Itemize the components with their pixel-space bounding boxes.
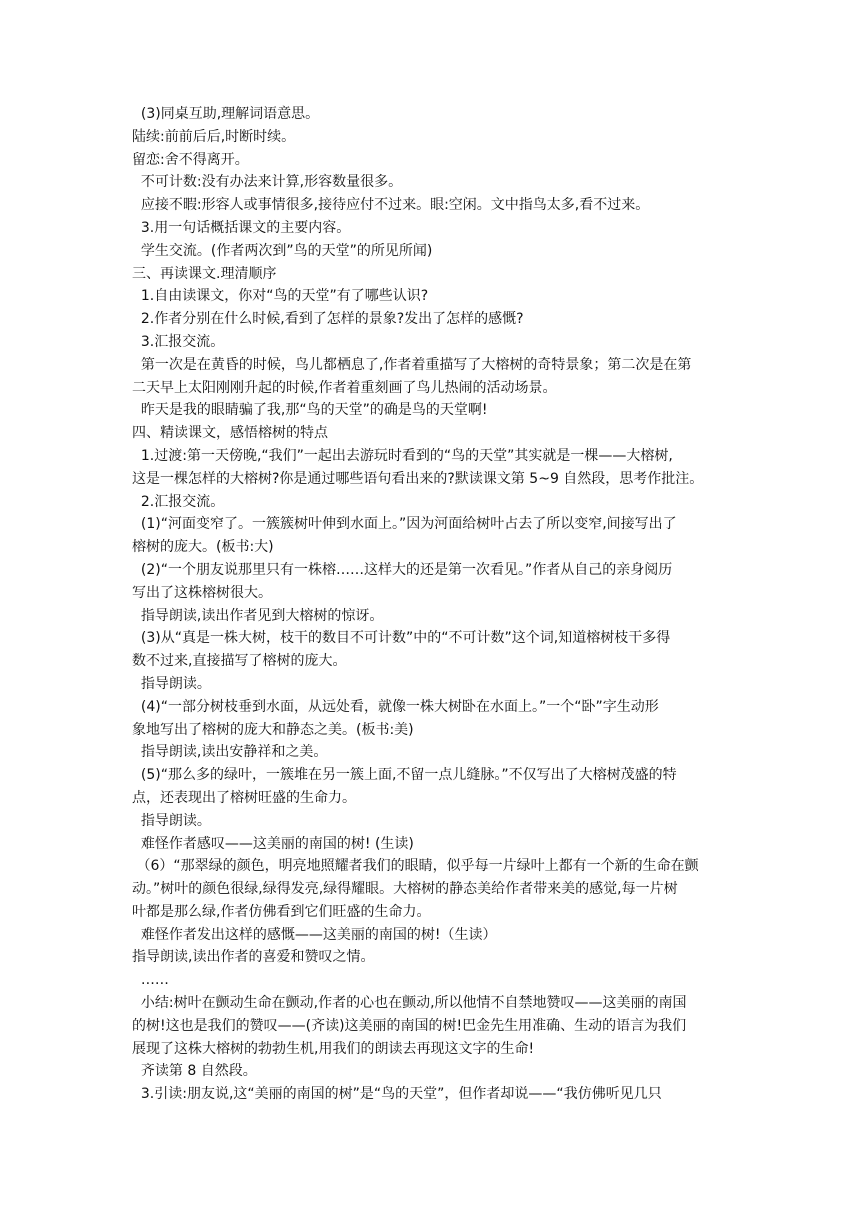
text-line: 不可计数:没有办法来计算,形容数量很多。 (132, 174, 403, 191)
text-line: 榕树的庞大。(板书:大) (132, 539, 274, 556)
text-line: (3)同桌互助,理解词语意思。 (132, 106, 320, 122)
text-line: 数不过来,直接描写了榕树的庞大。 (132, 653, 347, 670)
text-line: 指导朗读,读出作者的喜爱和赞叹之情。 (132, 949, 375, 966)
text-line: 动。”树叶的颜色很绿,绿得发亮,绿得耀眼。大榕树的静态美给作者带来美的感觉,每一片树 (132, 881, 678, 898)
text-line: 指导朗读。 (132, 675, 211, 692)
text-line: (1)“河面变窄了。一簇簇树叶伸到水面上。”因为河面给树叶占去了所以变窄,间接写出了 (132, 516, 677, 533)
text-line: 第一次是在黄昏的时候，鸟儿都栖息了,作者着重描写了大榕树的奇特景象；第二次是在第 (132, 356, 692, 373)
text-line: 留恋:舍不得离开。 (132, 151, 249, 168)
text-line: 3.引读:朋友说,这“美丽的南国的树”是“鸟的天堂”，但作者却说——“我仿佛听见几只 (132, 1086, 662, 1103)
text-line: 写出了这株榕树很大。 (132, 584, 272, 601)
text-line: 象地写出了榕树的庞大和静态之美。(板书:美) (132, 721, 414, 738)
text-line: (3)从“真是一株大树，枝干的数目不可计数”中的“不可计数”这个词,知道榕树枝干多得 (132, 630, 671, 647)
document-body (132, 103, 732, 1106)
text-line: 学生交流。(作者两次到”鸟的天堂”的所见所闻) (132, 242, 433, 259)
text-line: 展现了这株大榕树的勃勃生机,用我们的朗读去再现这文字的生命! (132, 1040, 535, 1057)
text-line: 小结:树叶在颤动生命在颤动,作者的心也在颤动,所以他情不自禁地赞叹——这美丽的南国 (132, 995, 687, 1012)
text-line: 指导朗读,读出安静祥和之美。 (132, 744, 328, 761)
text-line: 应接不暇:形容人或事情很多,接待应付不过来。眼:空闲。文中指鸟太多,看不过来。 (132, 197, 650, 214)
text-line: 二天早上太阳刚刚升起的时候,作者着重刻画了鸟儿热闹的活动场景。 (132, 379, 557, 396)
section-heading: 三、再读课文.理清顺序 (132, 265, 277, 282)
text-line: 难怪作者感叹——这美丽的南国的树! (生读) (132, 835, 414, 852)
text-line: 2.汇报交流。 (132, 493, 225, 510)
text-line: 齐读第 8 自然段。 (132, 1063, 257, 1080)
text-line: 的树!这也是我们的赞叹——(齐读)这美丽的南国的树!巴金先生用准确、生动的语言为我们 (132, 1017, 687, 1034)
text-line: 1.过渡:第一天傍晚,“我们”一起出去游玩时看到的“鸟的天堂”其实就是一棵——大榕树, (132, 447, 673, 464)
text-line: 2.作者分别在什么时候,看到了怎样的景象?发出了怎样的感慨? (132, 311, 524, 328)
text-line: 1.自由读课文，你对“鸟的天堂”有了哪些认识? (132, 288, 429, 305)
text-line: (4)“一部分树枝垂到水面，从远处看，就像一株大树卧在水面上。”一个“卧”字生动形 (132, 698, 659, 715)
text-line: 难怪作者发出这样的感慨——这美丽的南国的树!（生读） (132, 926, 497, 943)
text-line: 这是一棵怎样的大榕树?你是通过哪些语句看出来的?默读课文第 5~9 自然段，思考作批注。 (132, 470, 704, 487)
text-line: 3.汇报交流。 (132, 333, 225, 350)
text-line: 叶都是那么绿,作者仿佛看到它们旺盛的生命力。 (132, 903, 431, 920)
text-line: 昨天是我的眼睛骗了我,那“鸟的天堂”的确是鸟的天堂啊! (132, 402, 488, 419)
section-heading: 四、精读课文，感悟榕树的特点 (132, 425, 328, 442)
text-line: 3.用一句话概括课文的主要内容。 (132, 219, 351, 236)
text-line: 陆续:前前后后,时断时续。 (132, 128, 296, 145)
text-line: （6）“那翠绿的颜色，明亮地照耀者我们的眼睛，似乎每一片绿叶上都有一个新的生命在颤 (132, 858, 699, 875)
text-line: (2)“一个朋友说那里只有一株榕……这样大的还是第一次看见。”作者从自己的亲身阅历 (132, 561, 673, 578)
text-line: (5)“那么多的绿叶，一簇堆在另一簇上面,不留一点儿缝脉。”不仅写出了大榕树茂盛的特 (132, 767, 677, 784)
text-line: 指导朗读,读出作者见到大榕树的惊讶。 (132, 607, 384, 624)
ellipsis-line: …… (132, 972, 169, 989)
text-line: 点，还表现出了榕树旺盛的生命力。 (132, 789, 356, 806)
text-line: 指导朗读。 (132, 812, 211, 829)
